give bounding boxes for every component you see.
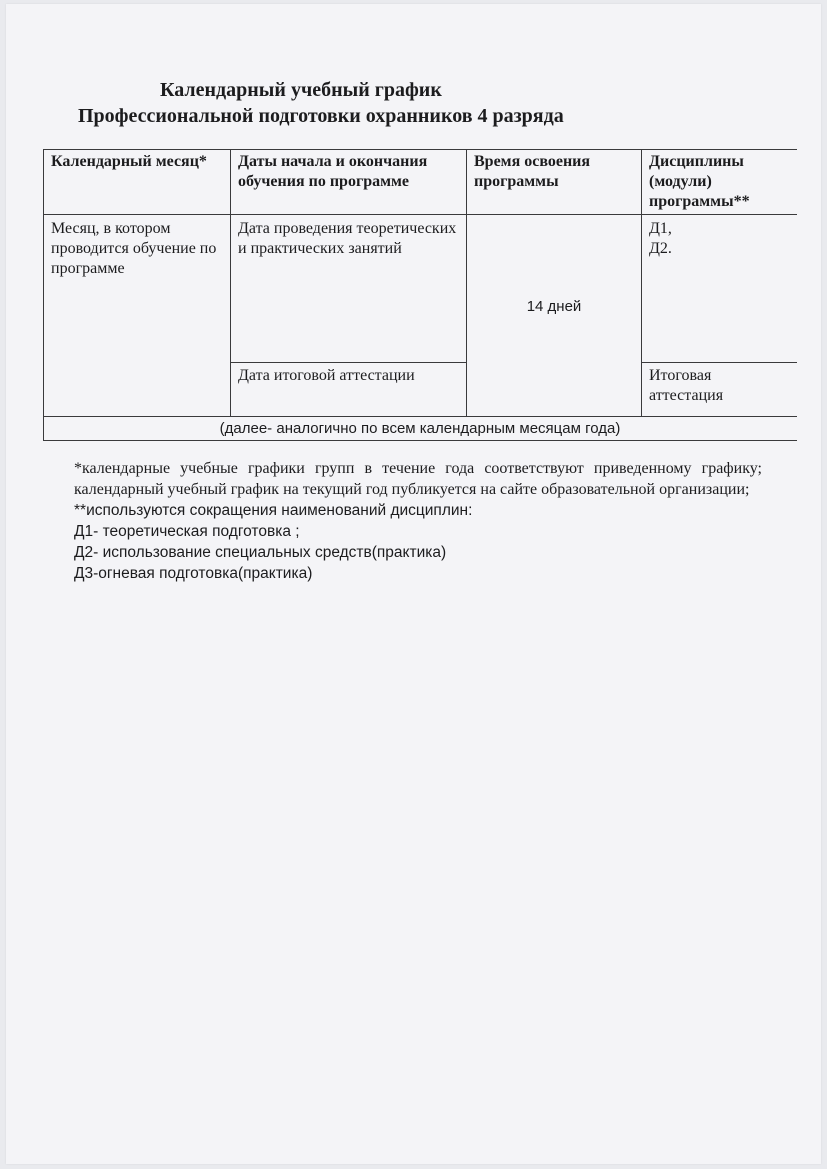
- table-header-divider: [43, 214, 797, 215]
- header-calendar-month: Календарный месяц*: [51, 153, 207, 170]
- table-border-bottom: [43, 440, 797, 441]
- footnote-schedule: *календарные учебные графики групп в течение года соответствуют приведенному графику; календарный учебный график на текущий год публикуется на сайте образовательной организации;: [74, 460, 762, 498]
- header-disciplines: Дисциплины (модули) программы**: [649, 153, 750, 210]
- table-footer-divider: [43, 416, 797, 417]
- table-col-divider-1: [230, 149, 231, 417]
- table-disciplines-divider: [641, 362, 797, 363]
- table-border-top: [43, 149, 797, 150]
- cell-duration: 14 дней: [526, 298, 582, 315]
- abbreviation-d1: Д1- теоретическая подготовка ;: [74, 523, 300, 540]
- table-footer-note: (далее- аналогично по всем календарным месяцам года): [219, 420, 621, 437]
- cell-final-attestation: Итоговая аттестация: [649, 367, 724, 404]
- table-col-divider-2: [466, 149, 467, 417]
- table-col-divider-3: [641, 149, 642, 417]
- header-duration: Время освоения программы: [474, 153, 591, 190]
- cell-disciplines: Д1, Д2.: [649, 220, 672, 257]
- table-border-left: [43, 149, 44, 441]
- footnotes: [74, 458, 762, 584]
- cell-dates-theory: Дата проведения теоретических и практических занятий: [238, 220, 457, 257]
- cell-dates-final: Дата итоговой аттестации: [238, 367, 415, 384]
- schedule-table: [43, 149, 797, 441]
- abbreviation-d2: Д2- использование специальных средств(практика): [74, 544, 447, 561]
- cell-month: Месяц, в котором проводится обучение по программе: [51, 220, 217, 277]
- document-title-line1: Календарный учебный график: [160, 79, 442, 101]
- header-training-dates: Даты начала и окончания обучения по программе: [238, 153, 428, 190]
- document-title-line2: Профессиональной подготовки охранников 4 разряда: [78, 105, 564, 127]
- table-dates-divider: [230, 362, 466, 363]
- footnote-abbreviations: **используются сокращения наименований дисциплин:: [74, 502, 473, 519]
- abbreviation-d3: Д3-огневая подготовка(практика): [74, 565, 313, 582]
